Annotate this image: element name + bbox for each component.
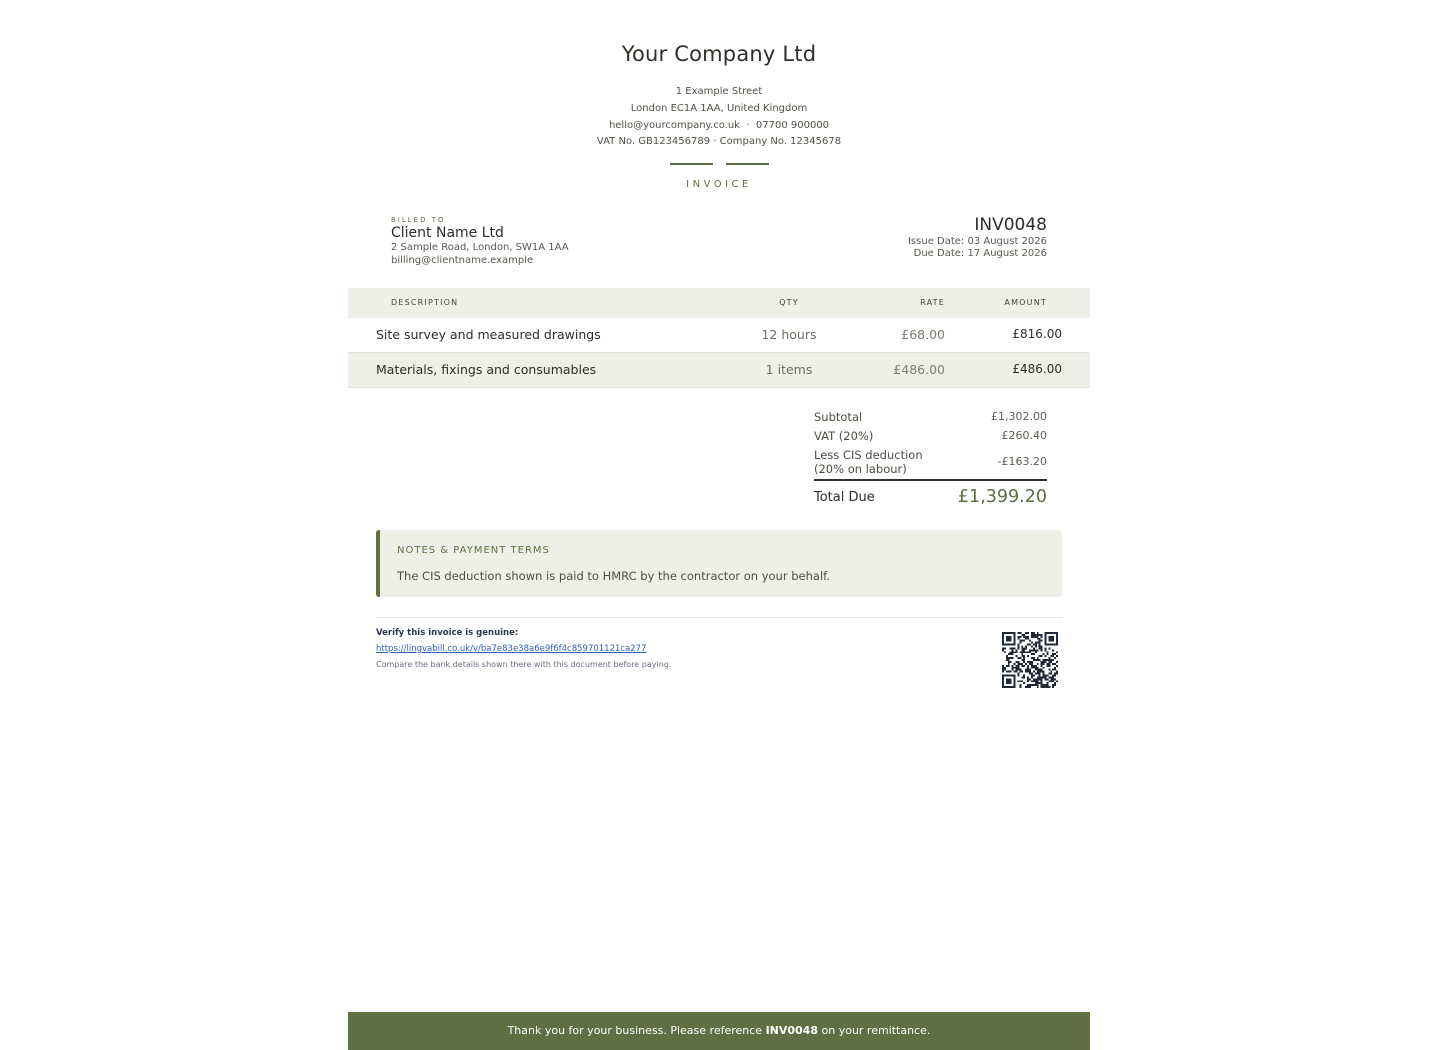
billed-to-caption: BILLED TO	[391, 216, 446, 224]
header-qty: QTY	[779, 298, 799, 307]
verify-title: Verify this invoice is genuine:	[376, 628, 519, 638]
table-header	[348, 288, 1090, 318]
company-contact	[348, 120, 1090, 131]
row-amount: £816.00	[1012, 327, 1062, 341]
issue-date: Issue Date: 03 August 2026	[907, 236, 1047, 247]
header-amount: AMOUNT	[1004, 298, 1047, 307]
notes-panel	[376, 530, 1062, 597]
subtotal-value: £1,302.00	[991, 410, 1047, 423]
qr-code-icon[interactable]	[1002, 632, 1058, 688]
footer-suffix: on your remittance.	[821, 1024, 931, 1037]
header-rule-left	[670, 163, 713, 165]
header-description: DESCRIPTION	[391, 298, 459, 307]
contact-separator: ·	[746, 120, 750, 131]
table-row	[348, 353, 1090, 388]
vat-value: £260.40	[1001, 429, 1047, 442]
footer-reference: INV0048	[765, 1024, 818, 1037]
company-registration: VAT No. GB123456789 · Company No. 12345678	[596, 136, 842, 147]
company-phone: 07700 900000	[755, 120, 830, 131]
total-due-label: Total Due	[814, 490, 875, 505]
company-address-line1: 1 Example Street	[675, 86, 763, 97]
row-rate: £486.00	[893, 362, 945, 377]
vat-label: VAT (20%)	[814, 429, 874, 443]
client-email: billing@clientname.example	[391, 255, 534, 266]
footer-banner	[348, 1012, 1090, 1050]
section-divider	[376, 617, 1062, 618]
row-description: Materials, fixings and consumables	[376, 362, 597, 377]
company-email: hello@yourcompany.co.uk	[608, 120, 740, 131]
invoice-number: INV0048	[974, 215, 1047, 235]
client-address: 2 Sample Road, London, SW1A 1AA	[391, 242, 569, 253]
due-date: Due Date: 17 August 2026	[913, 248, 1047, 259]
company-name: Your Company Ltd	[621, 42, 817, 66]
total-due-value: £1,399.20	[957, 487, 1047, 507]
row-qty: 12 hours	[761, 327, 817, 342]
totals-divider	[814, 479, 1047, 481]
cis-deduction-value: -£163.20	[997, 455, 1047, 468]
verify-note: Compare the bank details shown there with this document before paying.	[376, 660, 672, 669]
cis-deduction-label: Less CIS deduction (20% on labour)	[814, 448, 923, 476]
notes-body: The CIS deduction shown is paid to HMRC by the contractor on your behalf.	[397, 569, 831, 583]
client-name: Client Name Ltd	[391, 225, 504, 241]
row-amount: £486.00	[1012, 362, 1062, 376]
row-rate: £68.00	[901, 327, 945, 342]
row-description: Site survey and measured drawings	[376, 327, 601, 342]
row-qty: 1 items	[765, 362, 813, 377]
subtotal-label: Subtotal	[814, 410, 863, 424]
document-type-label: INVOICE	[686, 179, 752, 190]
invoice-page	[348, 0, 1090, 1050]
verify-link[interactable]: https://lingvabill.co.uk/v/ba7e83e38a6e9f6f4c859701121ca277	[376, 644, 647, 654]
header-rule-right	[726, 163, 769, 165]
notes-title: NOTES & PAYMENT TERMS	[397, 545, 550, 556]
header-rate: RATE	[920, 298, 945, 307]
company-address-line2: London EC1A 1AA, United Kingdom	[630, 103, 808, 114]
table-row	[348, 318, 1090, 353]
footer-prefix: Thank you for your business. Please reference	[507, 1024, 763, 1037]
